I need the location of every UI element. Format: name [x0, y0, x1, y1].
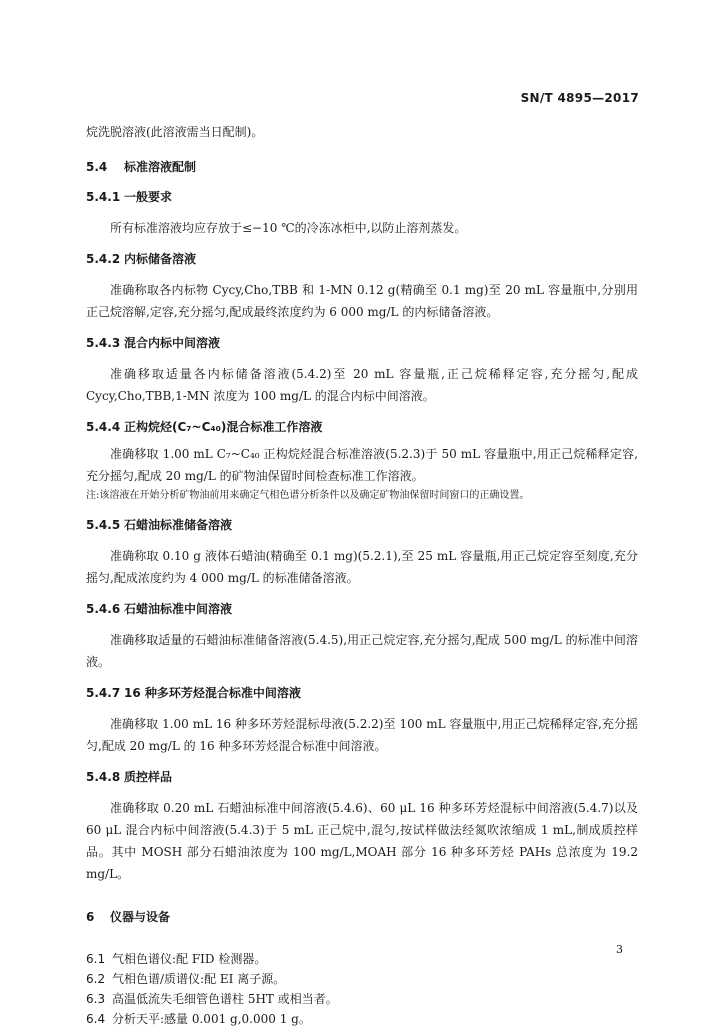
section-number: 5.4.7: [86, 686, 121, 700]
section-number: 5.4.5: [86, 518, 121, 532]
page-content: [86, 121, 638, 1029]
list-item: [86, 1009, 638, 1029]
section-title: 仪器与设备: [110, 910, 171, 924]
section-5-4-8-text: 准确移取 0.20 mL 石蜡油标准中间溶液(5.4.6)、60 μL 16 种多环芳烃混标中间溶液(5.4.7)以及 60 μL 混合内标中间溶液(5.4.3)于 5 mL 正己烷中,混匀,按试样做法经氮吹浓缩成 1 mL,制成质控样品。其中 MOSH 部分石蜡油浓度为 100 mg/L,MOAH 部分 16 种多环芳烃 PAHs 总浓度为 19.2 mg/L。: [86, 801, 638, 881]
section-5-4-2-heading: [86, 249, 638, 269]
section-number: 5.4.1: [86, 190, 121, 204]
section-5-4-5-text: 准确称取 0.10 g 液体石蜡油(精确至 0.1 mg)(5.2.1),至 25 mL 容量瓶,用正己烷定容至刻度,充分摇匀,配成浓度约为 4 000 mg/L 的标准储备溶液。: [86, 549, 638, 585]
section-number: 5.4.8: [86, 770, 121, 784]
section-number: 5.4.4: [86, 420, 121, 434]
section-5-4-4-text: 准确移取 1.00 mL C₇~C₄₀ 正构烷烃混合标准溶液(5.2.3)于 50 mL 容量瓶中,用正己烷稀释定容,充分摇匀,配成 20 mg/L 的矿物油保留时间检查标准工作溶液。: [86, 447, 638, 483]
section-5-4-4-note: 注:该溶液在开始分析矿物油前用来确定气相色谱分析条件以及确定矿物油保留时间窗口的正确设置。: [86, 490, 530, 501]
section-title: 混合内标中间溶液: [124, 336, 221, 350]
section-number: 5.4.2: [86, 252, 121, 266]
section-number: 6: [86, 910, 95, 924]
standard-code: SN/T 4895—2017: [520, 91, 639, 105]
item-text: 高温低流失毛细管色谱柱 5HT 或相当者。: [112, 992, 338, 1006]
page-number: 3: [616, 943, 623, 956]
section-5-4-6-heading: [86, 599, 638, 619]
section-title: 一般要求: [124, 190, 173, 204]
section-title: 16 种多环芳烃混合标准中间溶液: [124, 686, 301, 700]
section-5-4-1-text: 所有标准溶液均应存放于≤−10 ℃的冷冻冰柜中,以防止溶剂蒸发。: [110, 221, 467, 235]
section-5-4-8-heading: [86, 767, 638, 787]
section-number: 5.4.3: [86, 336, 121, 350]
section-5-4-4-heading: [86, 417, 638, 437]
list-item: [86, 989, 638, 1009]
item-number: 6.2: [86, 972, 106, 986]
section-title: 正构烷烃(C₇~C₄₀)混合标准工作溶液: [124, 420, 323, 434]
item-text: 气相色谱/质谱仪:配 EI 离子源。: [112, 972, 286, 986]
section-title: 标准溶液配制: [124, 160, 197, 174]
section-5-4-2-text: 准确称取各内标物 Cycy,Cho,TBB 和 1-MN 0.12 g(精确至 0.1 mg)至 20 mL 容量瓶中,分别用正己烷溶解,定容,充分摇匀,配成最终浓度约为 6 000 mg/L 的内标储备溶液。: [86, 283, 638, 319]
section-title: 石蜡油标准储备溶液: [124, 518, 233, 532]
equipment-list: [86, 949, 638, 1029]
section-5-4-7-heading: [86, 683, 638, 703]
section-number: 5.4.6: [86, 602, 121, 616]
section-5-4-1-heading: [86, 187, 638, 207]
item-number: 6.1: [86, 952, 106, 966]
section-title: 质控样品: [124, 770, 173, 784]
section-5-4-3-heading: [86, 333, 638, 353]
list-item: [86, 949, 638, 969]
list-item: [86, 969, 638, 989]
section-title: 内标储备溶液: [124, 252, 197, 266]
section-5-4-heading: [86, 157, 638, 177]
section-title: 石蜡油标准中间溶液: [124, 602, 233, 616]
item-number: 6.3: [86, 992, 106, 1006]
section-number: 5.4: [86, 160, 108, 174]
item-text: 分析天平:感量 0.001 g,0.000 1 g。: [112, 1012, 311, 1026]
section-5-4-7-text: 准确移取 1.00 mL 16 种多环芳烃混标母液(5.2.2)至 100 mL 容量瓶中,用正己烷稀释定容,充分摇匀,配成 20 mg/L 的 16 种多环芳烃混合标准中间溶液。: [86, 717, 638, 753]
section-5-4-3-text: 准确移取适量各内标储备溶液(5.4.2)至 20 mL 容量瓶,正己烷稀释定容,充分摇匀,配成 Cycy,Cho,TBB,1-MN 浓度为 100 mg/L 的混合内标中间溶液。: [86, 367, 638, 403]
item-number: 6.4: [86, 1012, 106, 1026]
section-6-heading: [86, 907, 638, 927]
intro-line: 烷洗脱溶液(此溶液需当日配制)。: [86, 125, 264, 139]
section-5-4-6-text: 准确移取适量的石蜡油标准储备溶液(5.4.5),用正己烷定容,充分摇匀,配成 500 mg/L 的标准中间溶液。: [86, 633, 638, 669]
item-text: 气相色谱仪:配 FID 检测器。: [112, 952, 267, 966]
section-5-4-5-heading: [86, 515, 638, 535]
